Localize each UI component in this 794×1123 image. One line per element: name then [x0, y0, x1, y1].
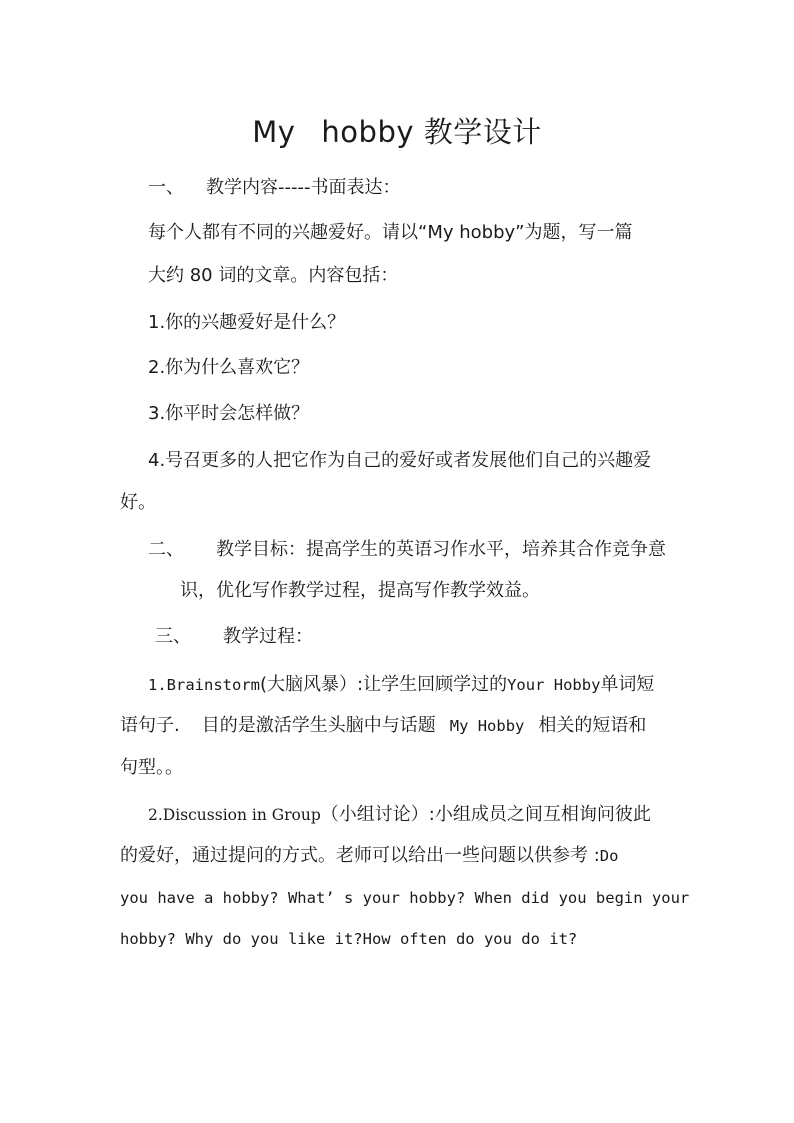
- task-description-line-1: 每个人都有不同的兴趣爱好。请以“My hobby”为题，写一篇: [148, 222, 633, 243]
- step-1-my-hobby: My Hobby: [449, 717, 525, 735]
- step-2-line-1: [148, 802, 651, 828]
- section-3-label: 教学过程：: [223, 626, 313, 647]
- step-1-line-1: [148, 672, 654, 698]
- section-1-label: 教学内容-----书面表达：: [206, 177, 401, 198]
- step-1-text-e: 相关的短语和: [538, 715, 647, 736]
- title-part-1: My: [252, 115, 296, 149]
- step-1-line-2: [120, 713, 646, 739]
- task-item-1: 1.你的兴趣爱好是什么？: [148, 312, 346, 333]
- step-1-text-a: (大脑风暴）:让学生回顾学过的: [259, 674, 508, 695]
- step-1-text-c: 语句子.: [120, 715, 180, 736]
- step-1-your-hobby: Your Hobby: [507, 676, 601, 694]
- task-item-4-continued: 好。: [120, 492, 156, 513]
- section-3-heading: [155, 624, 313, 650]
- title-part-2: hobby 教学设计: [321, 115, 542, 149]
- task-item-3: 3.你平时会怎样做？: [148, 403, 310, 424]
- step-2-questions-line-1: you have a hobby? What’ s your hobby? When did you begin your: [120, 889, 690, 907]
- section-1-heading: [148, 175, 400, 201]
- section-1-number: 一、: [148, 177, 184, 198]
- task-description-line-2: 大约 80 词的文章。内容包括：: [148, 265, 399, 286]
- section-2-line-2: 识，优化写作教学过程，提高写作教学效益。: [180, 580, 540, 601]
- step-2-text-b: 的爱好，通过提问的方式。老师可以给出一些问题以供参考 :: [120, 845, 600, 866]
- step-2-text-a: （小组讨论）:小组成员之间互相询问彼此: [320, 804, 651, 825]
- step-1-text-d: 目的是激活学生头脑中与话题: [201, 715, 436, 736]
- section-2-number: 二、: [148, 539, 184, 560]
- section-3-number: 三、: [155, 626, 191, 647]
- step-1-brainstorm: 1.Brainstorm: [148, 676, 260, 694]
- step-2-line-2: [120, 843, 618, 869]
- step-1-line-3: 句型。。: [120, 757, 183, 778]
- section-2-text: 教学目标：提高学生的英语习作水平，培养其合作竞争意: [216, 539, 666, 560]
- task-item-4: 4.号召更多的人把它作为自己的爱好或者发展他们自己的兴趣爱: [148, 450, 652, 471]
- task-item-2: 2.你为什么喜欢它？: [148, 357, 310, 378]
- step-1-text-b: 单词短: [600, 674, 655, 695]
- page-title: [0, 110, 794, 151]
- step-2-discussion: 2.Discussion in Group: [148, 806, 321, 824]
- step-2-question-start: Do: [599, 847, 619, 865]
- section-2-line-1: [148, 537, 666, 563]
- step-2-questions-line-2: hobby? Why do you like it?How often do you do it?: [120, 930, 578, 948]
